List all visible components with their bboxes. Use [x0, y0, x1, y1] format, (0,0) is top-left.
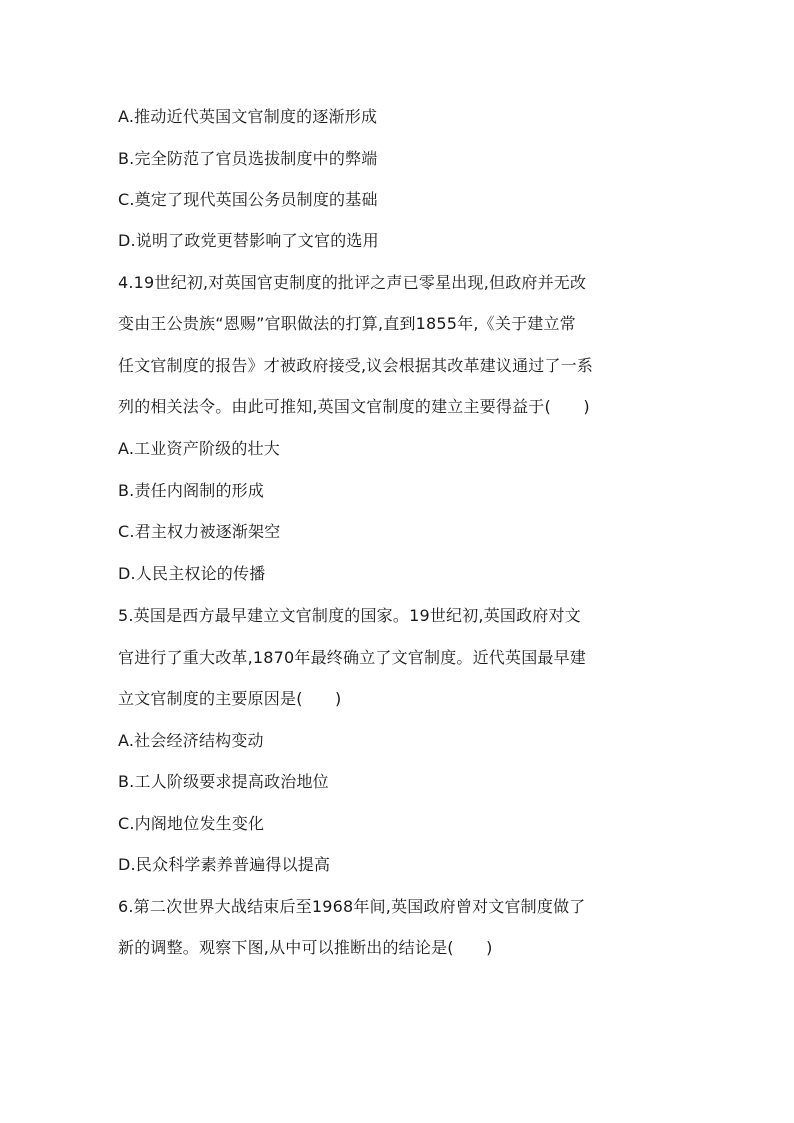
q5-option-b: B.工人阶级要求提高政治地位	[118, 772, 329, 791]
q3-option-a: A.推动近代英国文官制度的逐渐形成	[118, 107, 378, 126]
q4-stem-line: 列的相关法令。由此可推知,英国文官制度的建立主要得益于( )	[118, 397, 590, 416]
q5-option-a: A.社会经济结构变动	[118, 731, 264, 750]
q6-stem-line: 6.第二次世界大战结束后至1968年间,英国政府曾对文官制度做了	[118, 897, 586, 916]
q3-option-d: D.说明了政党更替影响了文官的选用	[118, 231, 379, 250]
q4-option-b: B.责任内阁制的形成	[118, 481, 265, 500]
q5-option-d: D.民众科学素养普遍得以提高	[118, 855, 331, 874]
q4-option-c: C.君主权力被逐渐架空	[118, 522, 281, 541]
q4-stem-line: 变由王公贵族“恩赐”官职做法的打算,直到1855年,《关于建立常	[118, 314, 576, 333]
q5-stem-line: 官进行了重大改革,1870年最终确立了文官制度。近代英国最早建	[118, 648, 587, 667]
q5-option-c: C.内阁地位发生变化	[118, 814, 265, 833]
q4-stem-line: 4.19世纪初,对英国官吏制度的批评之声已零星出现,但政府并无改	[118, 273, 587, 292]
q5-stem-line: 立文官制度的主要原因是( )	[118, 689, 342, 708]
q5-stem-line: 5.英国是西方最早建立文官制度的国家。19世纪初,英国政府对文	[118, 606, 581, 625]
q3-option-b: B.完全防范了官员选拔制度中的弊端	[118, 149, 378, 168]
q6-stem-line: 新的调整。观察下图,从中可以推断出的结论是( )	[118, 938, 493, 957]
q3-option-c: C.奠定了现代英国公务员制度的基础	[118, 190, 378, 209]
q4-stem-line: 任文官制度的报告》才被政府接受,议会根据其改革建议通过了一系	[118, 356, 594, 375]
q4-option-d: D.人民主权论的传播	[118, 564, 266, 583]
q4-option-a: A.工业资产阶级的壮大	[118, 439, 280, 458]
